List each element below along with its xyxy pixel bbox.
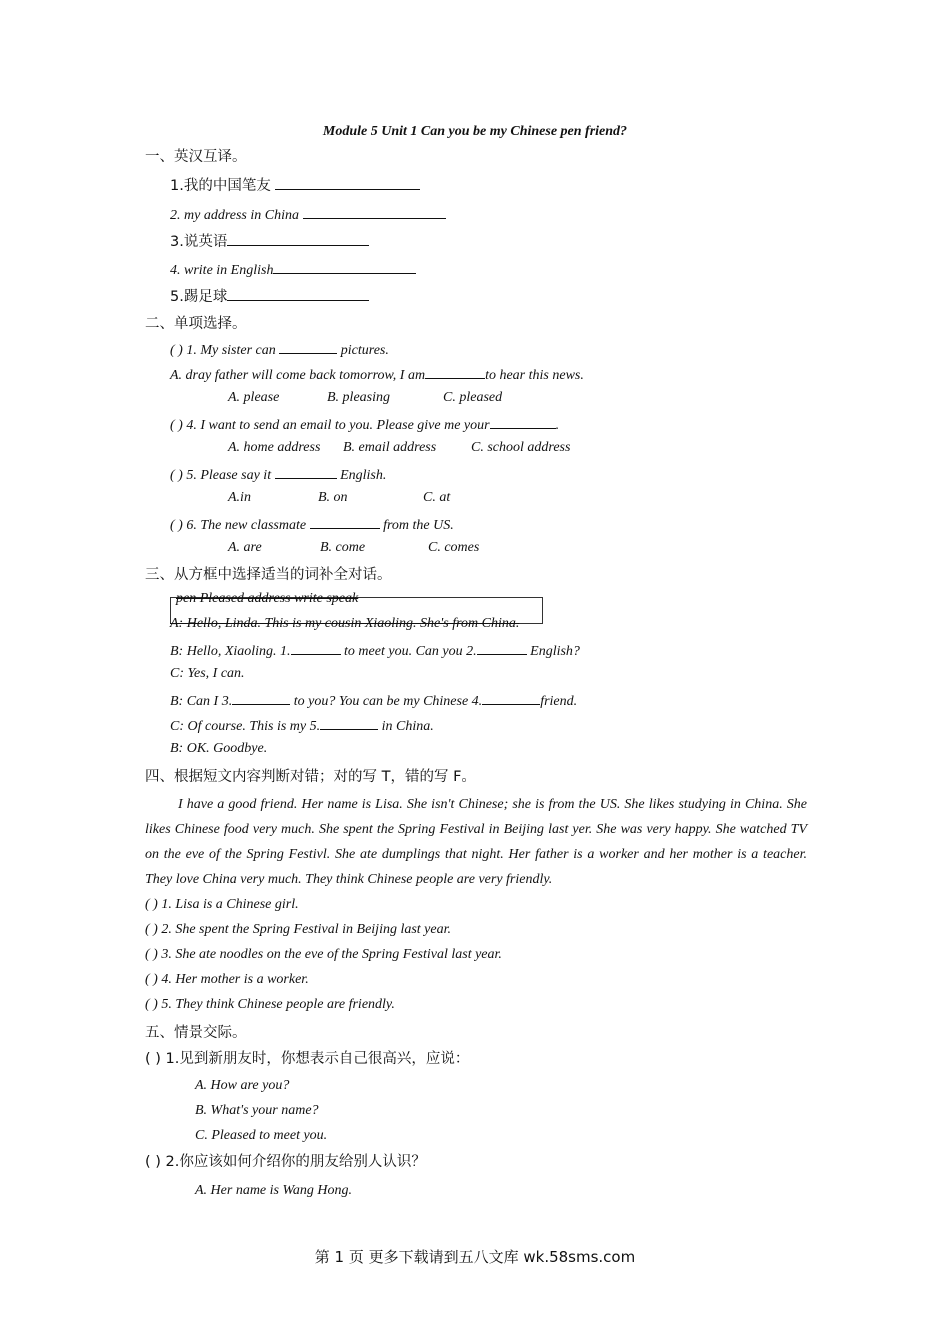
answer-blank[interactable] bbox=[273, 259, 416, 274]
dialogue-b2-part2: to you? You can be my Chinese 4. bbox=[293, 694, 483, 709]
sec2-q1-end: pictures. bbox=[340, 343, 389, 358]
sec4-item-2: ( ) 2. She spent the Spring Festival in Beijing last year. bbox=[145, 922, 452, 937]
sec2-q4-option-b: B. email address bbox=[343, 440, 437, 455]
sec2-question-4 bbox=[170, 414, 559, 435]
sec1-item-5-text: 5.踢足球 bbox=[170, 289, 228, 305]
dialogue-b1-part1: B: Hello, Xiaoling. 1. bbox=[170, 644, 291, 659]
dialogue-line-a: A: Hello, Linda. This is my cousin Xiaoling. She's from China. bbox=[170, 616, 520, 631]
sec2-q6-text: ( ) 6. The new classmate bbox=[170, 518, 307, 533]
sec2-q2-text: A. dray father will come back tomorrow, I am bbox=[170, 368, 426, 383]
sec2-q4-end: . bbox=[555, 418, 560, 433]
section-3-heading: 三、从方框中选择适当的词补全对话。 bbox=[145, 567, 392, 583]
answer-blank[interactable] bbox=[279, 339, 337, 354]
sec4-item-1: ( ) 1. Lisa is a Chinese girl. bbox=[145, 897, 299, 912]
sec2-q5-option-b: B. on bbox=[318, 490, 348, 505]
section-4-heading: 四、根据短文内容判断对错；对的写 T，错的写 F。 bbox=[145, 769, 476, 785]
sec5-q1-option-b: B. What's your name? bbox=[195, 1103, 319, 1118]
sec1-item-2-text: 2. my address in China bbox=[170, 208, 299, 223]
dialogue-b2-part1: B: Can I 3. bbox=[170, 694, 233, 709]
sec1-item-4 bbox=[170, 259, 416, 280]
sec2-q6-option-a: A. are bbox=[228, 540, 262, 555]
sec5-q1-option-a: A. How are you? bbox=[195, 1078, 290, 1093]
answer-blank[interactable] bbox=[320, 715, 378, 730]
sec2-q2-option-c: C. pleased bbox=[443, 390, 503, 405]
sec2-question-5 bbox=[170, 464, 386, 485]
sec2-q4-option-a: A. home address bbox=[228, 440, 321, 455]
dialogue-line-c1: C: Yes, I can. bbox=[170, 666, 245, 681]
sec1-item-2 bbox=[170, 204, 446, 225]
sec2-q6-option-c: C. comes bbox=[428, 540, 480, 555]
sec4-item-5: ( ) 5. They think Chinese people are friendly. bbox=[145, 997, 395, 1012]
dialogue-line-c2 bbox=[170, 715, 434, 736]
sec2-question-6 bbox=[170, 514, 454, 535]
sec1-item-5 bbox=[170, 286, 369, 306]
answer-blank[interactable] bbox=[303, 204, 446, 219]
answer-blank[interactable] bbox=[275, 175, 420, 190]
answer-blank[interactable] bbox=[482, 690, 540, 705]
dialogue-line-b3: B: OK. Goodbye. bbox=[170, 741, 268, 756]
sec2-q5-end: English. bbox=[340, 468, 387, 483]
answer-blank[interactable] bbox=[310, 514, 380, 529]
section-5-heading: 五、情景交际。 bbox=[145, 1025, 247, 1041]
sec5-q2-option-a: A. Her name is Wang Hong. bbox=[195, 1183, 352, 1198]
sec1-item-1 bbox=[170, 175, 420, 195]
dialogue-b2-part3: friend. bbox=[540, 694, 578, 709]
sec2-q1-text: ( ) 1. My sister can bbox=[170, 343, 276, 358]
sec4-item-3: ( ) 3. She ate noodles on the eve of the Spring Festival last year. bbox=[145, 947, 502, 962]
answer-blank[interactable] bbox=[227, 231, 369, 246]
sec4-item-4: ( ) 4. Her mother is a worker. bbox=[145, 972, 309, 987]
answer-blank[interactable] bbox=[291, 640, 341, 655]
dialogue-line-b2 bbox=[170, 690, 577, 711]
dialogue-c2-part2: in China. bbox=[381, 719, 434, 734]
dialogue-line-b1 bbox=[170, 640, 580, 661]
sec2-question-1 bbox=[170, 339, 389, 360]
section-2-heading: 二、单项选择。 bbox=[145, 316, 247, 332]
dialogue-c2-part1: C: Of course. This is my 5. bbox=[170, 719, 321, 734]
sec2-q4-option-c: C. school address bbox=[471, 440, 571, 455]
sec5-q1-option-c: C. Pleased to meet you. bbox=[195, 1128, 328, 1143]
page-footer: 第 1 页 更多下载请到五八文库 wk.58sms.com bbox=[314, 1248, 636, 1266]
sec2-q5-option-a: A.in bbox=[228, 490, 251, 505]
sec2-question-2 bbox=[170, 364, 584, 385]
sec1-item-3-text: 3.说英语 bbox=[170, 234, 228, 250]
sec2-q6-end: from the US. bbox=[383, 518, 454, 533]
answer-blank[interactable] bbox=[232, 690, 290, 705]
answer-blank[interactable] bbox=[425, 364, 485, 379]
sec5-question-2: ( ) 2.你应该如何介绍你的朋友给别人认识？ bbox=[145, 1154, 426, 1170]
answer-blank[interactable] bbox=[477, 640, 527, 655]
answer-blank[interactable] bbox=[275, 464, 337, 479]
reading-passage: I have a good friend. Her name is Lisa. She isn't Chinese; she is from the US. She likes studying in China. She likes Chinese food very much. She spent the Spring Festival in Beijing last yer. She was very happy. She watched TV on the eve of the Spring Festivl. She ate dumplings that night. Her father is a worker and her mother is a teacher. They love China very much. They think Chinese people are very friendly. bbox=[145, 797, 807, 887]
dialogue-b1-part3: English? bbox=[530, 644, 580, 659]
page-title: Module 5 Unit 1 Can you be my Chinese pen friend? bbox=[322, 124, 628, 139]
sec2-q2-option-a: A. please bbox=[228, 390, 280, 405]
sec5-question-1: ( ) 1.见到新朋友时，你想表示自己很高兴，应说： bbox=[145, 1051, 470, 1067]
answer-blank[interactable] bbox=[227, 286, 369, 301]
sec2-q5-text: ( ) 5. Please say it bbox=[170, 468, 272, 483]
word-box-words: pen Pleased address write speak bbox=[176, 591, 359, 606]
sec2-q4-text: ( ) 4. I want to send an email to you. Please give me your bbox=[170, 418, 490, 433]
sec2-q2-end: to hear this news. bbox=[485, 368, 584, 383]
answer-blank[interactable] bbox=[490, 414, 556, 429]
sec2-q6-option-b: B. come bbox=[320, 540, 366, 555]
sec1-item-1-text: 1.我的中国笔友 bbox=[170, 178, 271, 194]
section-1-heading: 一、英汉互译。 bbox=[145, 149, 247, 165]
sec1-item-4-text: 4. write in English bbox=[170, 263, 274, 278]
sec2-q5-option-c: C. at bbox=[423, 490, 451, 505]
sec2-q2-option-b: B. pleasing bbox=[327, 390, 390, 405]
sec1-item-3 bbox=[170, 231, 369, 251]
dialogue-b1-part2: to meet you. Can you 2. bbox=[344, 644, 477, 659]
